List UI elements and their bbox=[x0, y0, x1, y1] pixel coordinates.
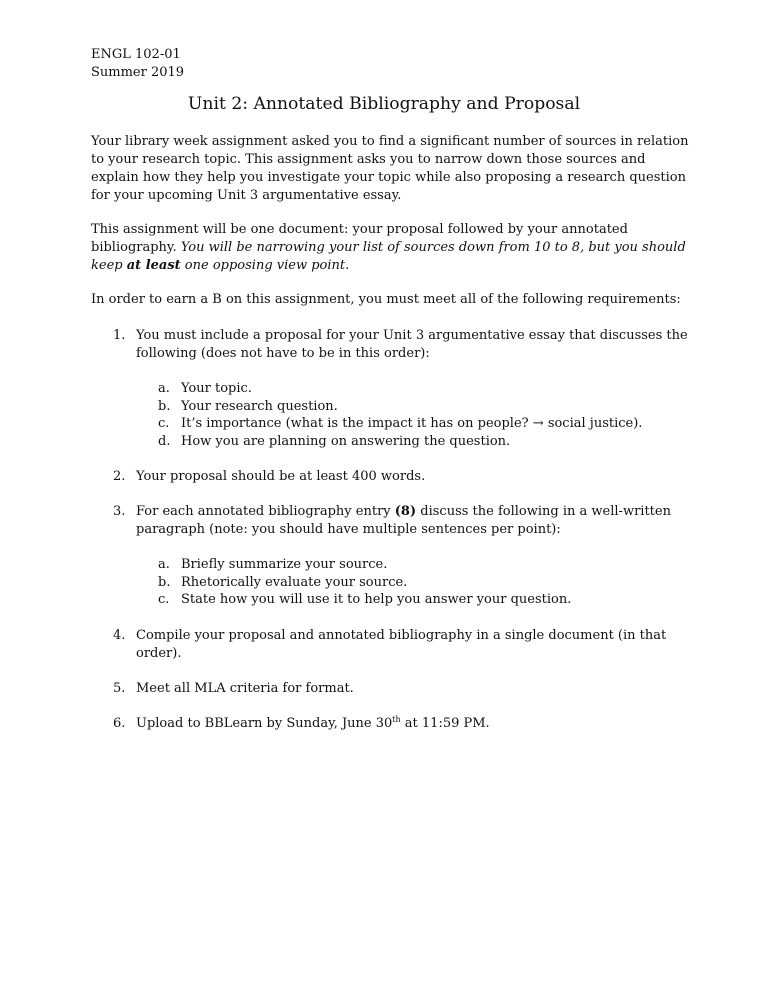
sub-letter: c. bbox=[158, 416, 170, 432]
item-text: Meet all MLA criteria for format. bbox=[136, 681, 354, 696]
sub-text: State how you will use it to help you answer your question. bbox=[181, 592, 572, 608]
item-number: 5. bbox=[113, 681, 126, 696]
item-text: For each annotated bibliography entry (8) discuss the following in a well-written paragraph (note: you should have multiple sentences per point): bbox=[136, 504, 671, 537]
course-header bbox=[91, 46, 184, 82]
sub-letter: b. bbox=[158, 574, 171, 590]
sub-text: Rhetorically evaluate your source. bbox=[181, 574, 408, 590]
item-number: 3. bbox=[113, 504, 126, 519]
format-paragraph bbox=[91, 221, 691, 275]
sub-text: Your research question. bbox=[181, 398, 338, 414]
item-text: Upload to BBLearn by Sunday, June 30th at 11:59 PM. bbox=[136, 715, 490, 731]
course-term: Summer 2019 bbox=[91, 65, 185, 80]
format-note: You will be narrowing your list of sources down from 10 to 8, but you should keep at least one opposing view point. bbox=[91, 240, 686, 273]
arrow-icon: → bbox=[532, 416, 544, 432]
sub-letter: b. bbox=[158, 398, 171, 414]
document-title: Unit 2: Annotated Bibliography and Proposal bbox=[187, 94, 581, 114]
item-number: 2. bbox=[113, 469, 126, 484]
item-number: 4. bbox=[113, 628, 126, 643]
sub-text: It’s importance (what is the impact it has on people? → social justice). bbox=[181, 416, 643, 432]
format-text: This assignment will be one document: your proposal followed by your annotated bibliography. bbox=[91, 222, 628, 255]
item-text: Your proposal should be at least 400 words. bbox=[136, 469, 426, 484]
entry-count: (8) bbox=[394, 504, 417, 519]
item-number: 6. bbox=[113, 716, 126, 731]
requirements-intro: In order to earn a B on this assignment, you must meet all of the following requirements: bbox=[91, 292, 681, 307]
sub-text: Briefly summarize your source. bbox=[181, 557, 388, 572]
course-code: ENGL 102-01 bbox=[91, 47, 181, 62]
intro-paragraph: Your library week assignment asked you to find a significant number of sources in relation to your research topic. This assignment asks you to narrow down those sources and explain how they help you investigate your topic while also proposing a research question for your upcoming Unit 3 argumentative essay. bbox=[91, 134, 689, 203]
item-text: Compile your proposal and annotated bibliography in a single document (in that order). bbox=[136, 628, 667, 661]
sub-letter: c. bbox=[158, 592, 170, 608]
date-suffix: th bbox=[392, 715, 401, 724]
emphasis-at-least: at least bbox=[126, 258, 181, 273]
item-number: 1. bbox=[113, 328, 126, 343]
sub-text: How you are planning on answering the question. bbox=[181, 433, 511, 449]
sub-letter: d. bbox=[158, 433, 171, 449]
sub-letter: a. bbox=[158, 557, 170, 572]
item-text: You must include a proposal for your Unit 3 argumentative essay that discusses the following (does not have to be in this order): bbox=[136, 328, 688, 361]
sub-letter: a. bbox=[158, 381, 170, 396]
sub-text: Your topic. bbox=[181, 381, 252, 396]
